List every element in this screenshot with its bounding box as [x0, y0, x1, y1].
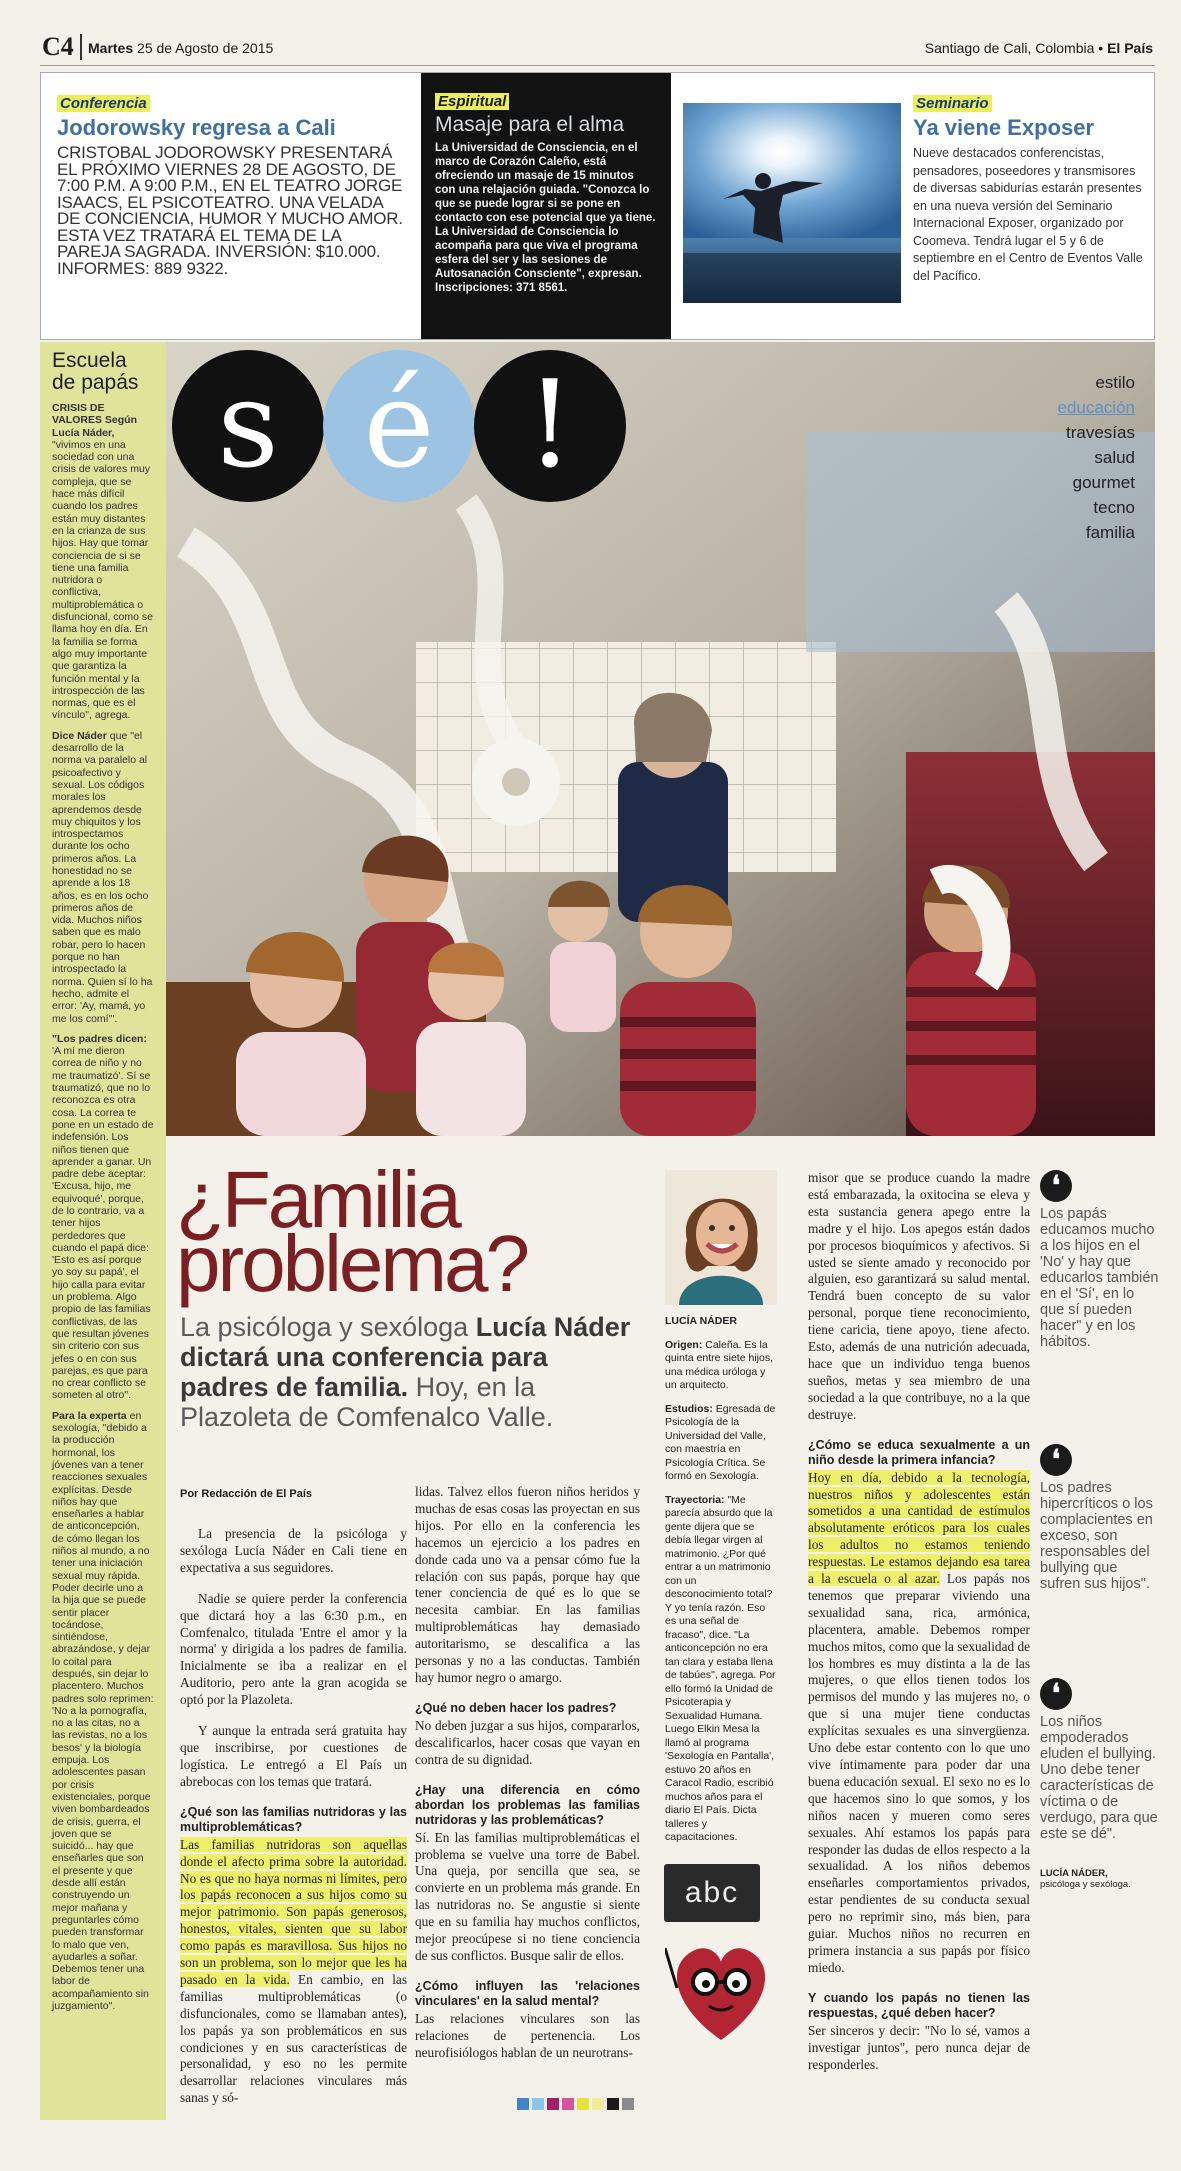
color-swatch [607, 2098, 619, 2110]
section-travesias: travesías [1066, 423, 1135, 442]
pull-quote [1040, 1678, 1160, 1842]
sidebar-paragraph: Dice Náder que "el desarrollo de la norma va paralelo al psicoafectivo y sexual. Los códigos morales los aprendemos desde muy chiquitos y los introspectamos durante los ocho primeros años. La honestidad no se aprende a los 18 años, es en los ocho primeros años de vida. Muchos niños saben que es malo robar, pero lo hacen porque no han introspectado la norma. Quien sí lo ha hecho, admite el error: 'Ay, mamá, yo me los comí'". [52, 729, 153, 1025]
pull-quotes [1040, 1170, 1160, 1890]
section-menu [1057, 370, 1135, 545]
article-column-1 [180, 1526, 407, 2121]
article-answer: Las familias nutridoras son aquellas donde el afecto prima sobre la autoridad. No es que no haya normas ni límites, pero los papás reconocen a sus hijos como su mejor patrimonio. Son papás generosos, honestos, vitales, sienten que su labor como papás es maravillosa. Sus hijos no son un problema, son lo mejor que les ha pasado en la vida. En cambio, en las familias multiproblemáticas (o disfuncionales, como se llamaban antes), los papás ya son problemáticos en sus condiciones y en sus características de personalidad, y eso no les permite desarrollar relaciones vinculares más sanas y só- [180, 1836, 407, 2106]
article-paragraph: Y aunque la entrada será gratuita hay que inscribirse, por cuestiones de logística. Le entregó a El País un abrebocas con los temas que tratará. [180, 1723, 407, 1789]
color-swatch [517, 2098, 529, 2110]
quote-mark-icon: ❛ [1040, 1170, 1072, 1202]
article-question: Y cuando los papás no tienen las respuestas, ¿qué deben hacer? [808, 1990, 1030, 2020]
article-deck: La psicóloga y sexóloga Lucía Náder dictará una conferencia para padres de familia. Hoy, en la Plazoleta de Comfenalco Valle. [180, 1312, 631, 1432]
title-letter-exclamation: ! [474, 350, 626, 502]
pull-quote [1040, 1170, 1160, 1350]
brief-conferencia [57, 95, 407, 277]
section-salud: salud [1094, 448, 1135, 467]
color-swatch [532, 2098, 544, 2110]
article-question: ¿Cómo influyen las 'relaciones vinculares' en la salud mental? [415, 1978, 640, 2008]
section-educacion: educación [1057, 398, 1135, 417]
brief-tag: Conferencia [57, 95, 150, 112]
article-question: ¿Cómo se educa sexualmente a un niño desde la primera infancia? [808, 1437, 1030, 1467]
article-answer: Sí. En las familias multiproblemáticas el problema se vuelve una torre de Babel. Una queja, por sencilla que sea, se convierte en un problema más grande. En las nutridoras no. Se angustie si siente que en su familia hay muchos conflictos, mejor preocúpese si no tiene conciencia de sus conflictos. Busque salir de ellos. [415, 1829, 640, 1963]
masthead-day: Martes [88, 40, 134, 56]
bio-origin: Origen: Caleña. Es la quinta entre siete hijos, una médica uróloga y un arquitecto. [665, 1338, 773, 1391]
brief-title: Ya viene Exposer [913, 115, 1094, 140]
masthead-paper: El País [1107, 40, 1153, 56]
sidebar-title: Escuela de papás [52, 349, 139, 394]
brief-espiritual [421, 73, 671, 339]
bio-career: Trayectoria: "Me parecía absurdo que la gente dijera que se debía llegar virgen al matrimonio. ¿Por qué entrar a un matrimonio con un desconocimiento total? Y yo tenía razón. Eso es una señal de fracaso", dice. "La anticoncepción no era tan clara y estaba llena de tabúes", agrega. Por ello formó la Unidad de Psicoterapia y Sexualidad Humana. Luego Elkin Mesa la llamó al programa 'Sexología en Pantalla', estuvo 20 años en Caracol Radio, escribió muchos años para el diario El País. Dicta talleres y capacitaciones. [665, 1493, 776, 1843]
page-number: C4 [42, 32, 74, 61]
bio-name: LUCÍA NÁDER [665, 1315, 737, 1327]
section-tecno: tecno [1093, 498, 1135, 517]
quote-text: Los papás educamos mucho a los hijos en el 'No' y hay que educarlos también en el 'Sí', en lo que sí pueden hacer" y en los hábitos. [1040, 1206, 1159, 1350]
chalkboard-illustration: abc [664, 1864, 760, 1922]
article-headline [176, 1155, 646, 1308]
headline-line-1: ¿Familia [176, 1155, 459, 1244]
article-answer: Hoy en día, debido a la tecnología, nuestros niños y adolescentes están sometidos a una cantidad de estímulos absolutamente eróticos para los cuales los adultos no estamos teniendo respuestas. Le estamos dejando esa tarea a la escuela o al azar. Los papás nos tenemos que preparar viviendo una sexualidad sana, rica, armónica, placentera, amable. Debemos romper muchos mitos, como que la sexualidad de los hombres es muy distinta a la de las mujeres, o que ellos tienen todos los permisos del mundo y las mujeres no, o que si una mujer tiene conductas explícitas sexuales es una sinvergüenza. Uno debe estar contento con lo que uno vive íntimamente para poder dar una buena educación sexual. El sexo no es lo que hacemos sino lo que somos, y los niños nacen y mueren como seres sexuales. Ahí estamos los papás para responder las dudas de ellos respecto a la sexualidad. A los niños debemos enseñarles comportamientos privados, estar pendientes de su conducta sexual pero no reprimir sino, más bien, para guiar. Muchos niños no recurren en primera instancia a sus papás por físico miedo. [808, 1469, 1030, 1975]
article-question: ¿Hay una diferencia en cómo abordan los problemas las familias nutridoras y las problemáticas? [415, 1782, 640, 1827]
hero-photo [166, 342, 1155, 1136]
brief-seminario [913, 95, 1145, 285]
brief-title: Masaje para el alma [435, 113, 625, 136]
masthead-place [925, 40, 1153, 56]
quote-text: Los niños empoderados eluden el bullying. Uno debe tener características de víctima o de verdugo, para que este se dé". [1040, 1714, 1158, 1842]
seminar-photo [683, 103, 901, 303]
brief-body: CRISTOBAL JODOROWSKY PRESENTARÁ EL PRÓXIMO VIERNES 28 DE AGOSTO, DE 7:00 P.M. A 9:00 P.M., EN EL TEATRO JORGE ISAACS, EL PSICOTEATRO. UNA VELADA DE CONCIENCIA, HUMOR Y MUCHO AMOR. ESTA VEZ TRATARÁ EL TEMA DE LA PAREJA SAGRADA. INVERSIÓN: $10.000. INFORMES: 889 9322. [57, 143, 403, 278]
quote-mark-icon: ❛ [1040, 1678, 1072, 1710]
masthead-date-text: 25 de Agosto de 2015 [137, 40, 274, 56]
article-paragraph: La presencia de la psicóloga y sexóloga Lucía Náder en Cali tiene en expectativa a sus seguidores. [180, 1526, 407, 1575]
color-swatch [547, 2098, 559, 2110]
brief-body: La Universidad de Consciencia, en el marco de Corazón Caleño, está ofreciendo un masaje de 15 minutos con una relajación guiada. "Conozca lo que se puede lograr si se pone en contacto con ese potencial que ya tiene. La Universidad de Consciencia lo acompaña para que viva el programa esfera del ser y las sesiones de Autosanación Consciente", expresan. Inscripciones: 371 8561. [435, 142, 656, 294]
sidebar-paragraph: Para la experta en sexología, "debido a la producción hormonal, los jóvenes van a tener reacciones sexuales explícitas. Desde niños hay que enseñarles a hablar de anticoncepción, de cómo llegan los niños al mundo, a no tener una iniciación sexual muy rápida. Poder decirle uno a la hija que se puede sentir placer tocándose, sintiéndose, abrazándose, y dejar lo coital para después, sin dejar lo placentero. Muchos padres solo reprimen: 'No a la pornografía, no a las citas, no a las revistas, no a los besos' y la biología empuja. Los adolescentes pasan por crisis existenciales, porque viven bombardeados de crisis, guerra, el joven que se suicidó... hay que enseñarles que son el presente y que desde allí están construyendo un mejor mañana y preguntarles cómo pueden transformar lo malo que ven, ayudarles a soñar. Debemos tener una labor de acompañamiento sin juzgamiento". [52, 1409, 154, 2012]
article-question: ¿Qué son las familias nutridoras y las multiproblemáticas? [180, 1804, 407, 1834]
quote-author: LUCÍA NÁDER, psicóloga y sexóloga. [1040, 1868, 1131, 1890]
title-letter-s: s [172, 350, 324, 502]
quote-mark-icon: ❛ [1040, 1444, 1072, 1476]
briefs-strip [40, 72, 1155, 340]
article-answer: Las relaciones vinculares son las relaciones de pertenencia. Los neurofisiólogos hablan de un neurotrans- [415, 2010, 640, 2060]
article-paragraph: lidas. Talvez ellos fueron niños heridos y muchas de esas cosas las proyectan en sus hijos. Por ello en la conferencia les hacemos un ejercicio a los padres en donde cada uno va a pensar cómo fue la relación con sus papás, porque hay que tener conciencia de qué es lo que se necesita cambiar. En las familias multiproblemáticas hay demasiado autoritarismo, se descalifica a las personas y no a las conductas. También hay humor negro o amargo. [415, 1484, 640, 1685]
quote-text: Los padres hipercríticos o los complacientes en exceso, son responsables del bullying que sufren sus hijos". [1040, 1480, 1153, 1592]
brief-tag: Seminario [913, 95, 992, 112]
masthead-date [88, 40, 273, 56]
article-answer: No deben juzgar a sus hijos, compararlos, descalificarlos, hacer cosas que vayan en contra de su dignidad. [415, 1717, 640, 1767]
bio-studies: Estudios: Egresada de Psicología de la Universidad del Valle, con maestría en Psicología Crítica. Se formó en Sexología. [665, 1402, 776, 1482]
masthead-city: Santiago de Cali, Colombia • [924, 40, 1104, 56]
article-paragraph: Nadie se quiere perder la conferencia que dictará hoy a las 6:30 p.m., en Comfenalco, titulada 'Entre el amor y la norma' y dirigida a los padres de familia. Inicialmente se iba a realizar en el Auditorio, pero ante la gran acogida se optó por la Plazoleta. [180, 1590, 407, 1708]
brief-body: Nueve destacados conferencistas, pensadores, poseedores y transmisores de diversas sabidurías estarán presentes en una nueva versión del Seminario Internacional Exposer, organizado por Coomeva. Tendrá lugar el 5 y 6 de septiembre en el Centro de Eventos Valle del Pacífico. [913, 146, 1143, 283]
section-estilo: estilo [1095, 373, 1135, 392]
article-question: ¿Qué no deben hacer los padres? [415, 1700, 617, 1715]
color-swatch [592, 2098, 604, 2110]
color-swatch [577, 2098, 589, 2110]
portrait-photo [665, 1170, 777, 1305]
brief-tag: Espiritual [435, 93, 509, 110]
masthead-divider [80, 34, 82, 60]
sidebar-paragraph: CRISIS DE VALORES Según Lucía Náder, "vivimos en una sociedad con una crisis de valores muy compleja, que se hace más difícil cuando los padres están muy distantes en la crianza de sus hijos. Hay que tomar conciencia de si se tiene una familia nutridora o conflictiva, multiproblemática o disfuncional, como se llama hoy en día. En la familia se forma algo muy importante que garantiza la función mental y la introspección de las normas, que es el vínculo", agrega. [52, 402, 153, 722]
color-swatch [622, 2098, 634, 2110]
headline-line-2: problema? [176, 1219, 528, 1308]
title-letter-e: é [323, 350, 475, 502]
section-familia: familia [1085, 523, 1135, 542]
article-column-3 [808, 1170, 1030, 2088]
color-swatch [562, 2098, 574, 2110]
bio-box [665, 1170, 777, 1855]
print-color-bar [517, 2098, 634, 2110]
sidebar-escuela-de-papas [40, 342, 166, 2120]
article-byline: Por Redacción de El País [180, 1488, 313, 1500]
brief-title: Jodorowsky regresa a Cali [57, 115, 336, 140]
pull-quote [1040, 1444, 1160, 1592]
section-gourmet: gourmet [1072, 473, 1135, 492]
heart-character-illustration [665, 1928, 777, 2048]
sidebar-paragraph: "Los padres dicen: 'A mí me dieron correa de niño y no me traumatizó'. Sí se traumatizó, que no lo reconozca es otra cosa. La correa te pone en un estado de indefensión. Los niños tienen que aprender a ganar. Un padre debe aceptar: 'Excusa, hijo, me equivoqué', porque, de lo contrario, va a tener hijos perdedores que cuando el papá dice: 'Esto es así porque yo soy su papá', el hijo calla para evitar un problema. Algo propio de las familias conflictivas, de las que resultan jóvenes sin criterio con sus jefes o en con sus parejas, es que para no crear conflicto se someten al otro". [52, 1032, 154, 1402]
masthead [40, 30, 1155, 66]
article-column-2 [415, 1484, 640, 2076]
article-answer: Ser sinceros y decir: "No lo sé, vamos a investigar juntos", pero nunca dejar de responderles. [808, 2022, 1030, 2072]
article-paragraph: misor que se produce cuando la madre está embarazada, la oxitocina se eleva y esta sustancia genera apego entre la madre y el hijo. Los apegos están dados por procesos bioquímicos y afectivos. Si usted se siente amado y reconocido por alguien, eso garantizará su salud mental. Tendrá buen concepto de su valor personal, porque tiene reconocimiento, tiene caricia, tiene apoyo, tiene afecto. Esto, además de una nutrición adecuada, hace que un individuo tenga buenos sueños, metas y sea miembro de una sociedad a la que contribuye, no a la que destruye. [808, 1170, 1030, 1422]
